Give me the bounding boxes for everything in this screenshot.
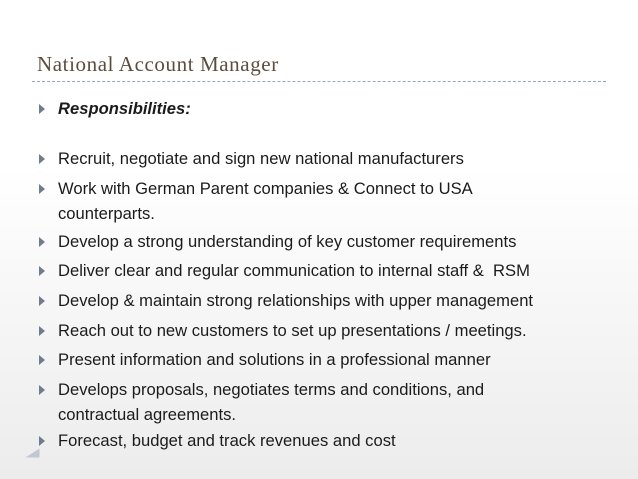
triangle-right-icon: [39, 385, 45, 395]
triangle-right-icon: [39, 355, 45, 365]
triangle-right-icon: [39, 154, 45, 164]
bullet-text: Recruit, negotiate and sign new national manufacturers: [58, 149, 464, 168]
bullet-text: Develop & maintain strong relationships with upper management: [58, 291, 534, 310]
triangle-right-icon: [39, 326, 45, 336]
bullet-text: Work with German Parent companies & Connect to USA counterparts.: [58, 179, 472, 223]
triangle-right-icon: [39, 237, 45, 247]
bullet-text: Present information and solutions in a professional manner: [58, 350, 491, 369]
title-divider: [32, 81, 606, 82]
slide-title: National Account Manager: [37, 52, 279, 76]
bullet-text: Forecast, budget and track revenues and cost: [58, 431, 396, 450]
bullet-text: Deliver clear and regular communication to internal staff & RSM: [58, 261, 530, 280]
bullet-text: Develops proposals, negotiates terms and conditions, and contractual agreements.: [58, 380, 485, 424]
triangle-right-icon: [39, 436, 45, 446]
triangle-right-icon: [39, 296, 45, 306]
bullet-text: Develop a strong understanding of key customer requirements: [58, 232, 517, 251]
triangle-right-icon: [39, 266, 45, 276]
triangle-right-icon: [39, 184, 45, 194]
triangle-corner-icon: [26, 449, 40, 458]
bullet-text: Reach out to new customers to set up presentations / meetings.: [58, 321, 527, 340]
triangle-right-icon: [39, 104, 45, 114]
responsibilities-heading: Responsibilities:: [58, 99, 191, 118]
